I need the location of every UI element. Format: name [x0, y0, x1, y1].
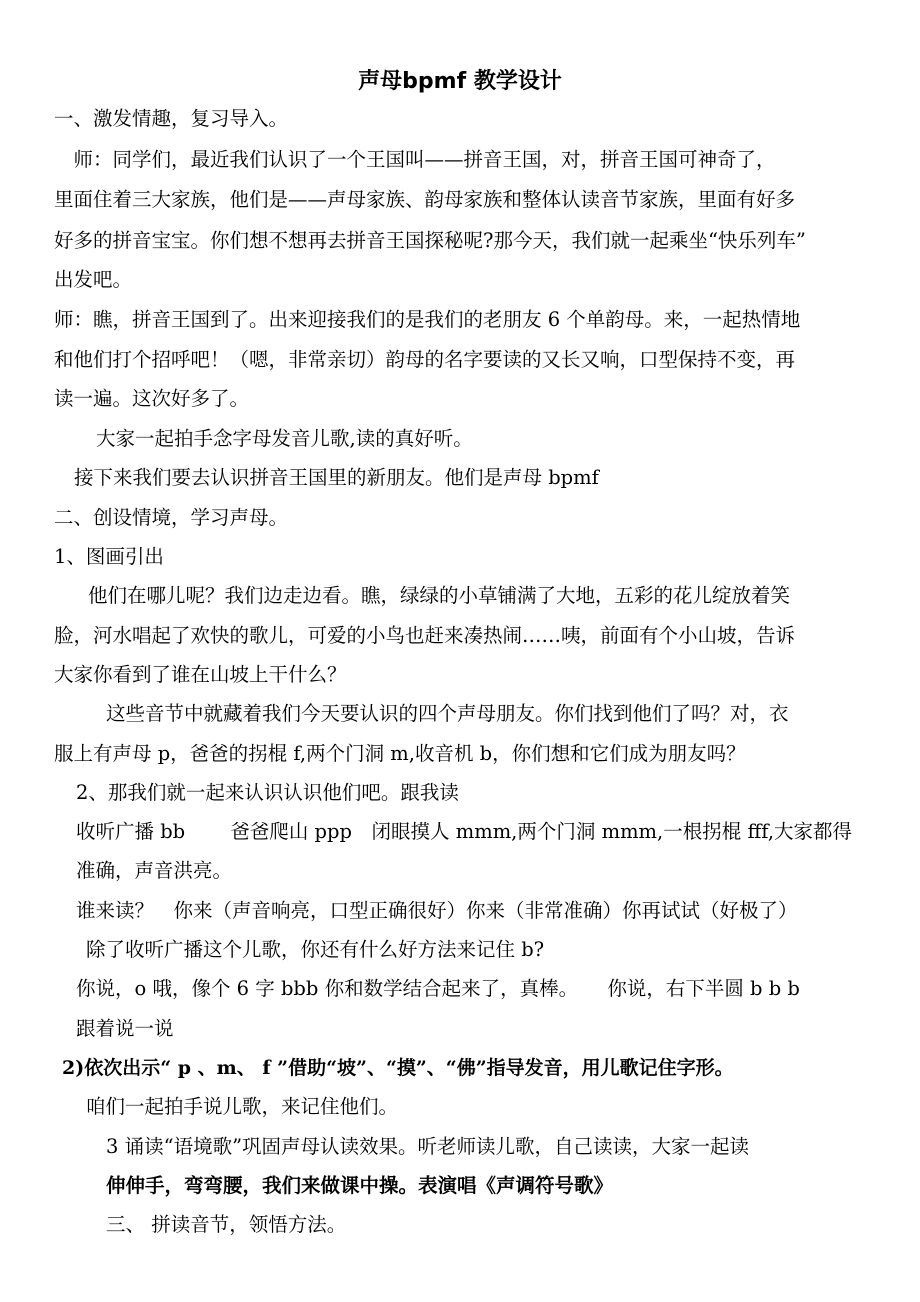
section-heading-1: 一、激发情趣，复习导入。	[54, 107, 289, 130]
bold-activity-line: 伸伸手，弯弯腰，我们来做课中操。表演唱《声调符号歌》	[106, 1174, 614, 1197]
paragraph-line: 这些音节中就藏着我们今天要认识的四个声母朋友。你们找到他们了吗？对，衣	[106, 702, 789, 725]
section-heading-2: 二、创设情境，学习声母。	[54, 506, 289, 529]
paragraph-line: 大家一起拍手念字母发音儿歌,读的真好听。	[96, 427, 473, 450]
paragraph-line: 除了收听广播这个儿歌，你还有什么好方法来记住 b?	[86, 938, 545, 961]
paragraph-line: 准确，声音洪亮。	[76, 859, 233, 882]
paragraph-line: 接下来我们要去认识拼音王国里的新朋友。他们是声母 bpmf	[74, 466, 599, 489]
paragraph-line: 好多的拼音宝宝。你们想不想再去拼音王国探秘呢?那今天，我们就一起乘坐“快乐列车”	[54, 229, 806, 252]
document-title: 声母bpmf 教学设计	[358, 69, 562, 94]
paragraph-line: 出发吧。	[54, 268, 133, 291]
paragraph-line: 他们在哪儿呢？我们边走边看。瞧，绿绿的小草铺满了大地，五彩的花儿绽放着笑	[88, 584, 791, 607]
paragraph-line: 服上有声母 p，爸爸的拐棍 f,两个门洞 m,收音机 b，你们想和它们成为朋友吗？	[54, 742, 746, 765]
paragraph-line: 谁来读？ 你来（声音响亮，口型正确很好）你来（非常准确）你再试试（好极了）	[76, 899, 798, 922]
subsection-heading: 1、图画引出	[54, 545, 164, 568]
paragraph-line: 脸，河水唱起了欢快的歌儿，可爱的小鸟也赶来凑热闹……咦，前面有个小山坡，告诉	[54, 624, 796, 647]
paragraph-line: 大家你看到了谁在山坡上干什么？	[54, 663, 347, 686]
subsection-heading: 2、那我们就一起来认识认识他们吧。跟我读	[76, 781, 459, 804]
paragraph-line: 师：同学们，最近我们认识了一个王国叫——拼音王国，对，拼音王国可神奇了，	[54, 148, 776, 171]
bold-instruction-line: 2)依次出示“ p 、m、 f ”借助“坡”、“摸”、“佛”指导发音，用儿歌记住字形。	[62, 1057, 734, 1079]
paragraph-line: 咱们一起拍手说儿歌，来记住他们。	[86, 1095, 399, 1118]
paragraph-line: 里面住着三大家族，他们是——声母家族、韵母家族和整体认读音节家族，里面有好多	[54, 188, 796, 211]
paragraph-line: 读一遍。这次好多了。	[54, 387, 250, 410]
paragraph-line: 和他们打个招呼吧！（嗯，非常亲切）韵母的名字要读的又长又响，口型保持不变，再	[54, 348, 796, 371]
paragraph-line: 收听广播 bb 爸爸爬山 ppp 闭眼摸人 mmm,两个门洞 mmm,一根拐棍 fff,大家都得	[76, 820, 853, 843]
paragraph-line: 师：瞧，拼音王国到了。出来迎接我们的是我们的老朋友 6 个单韵母。来，一起热情地	[54, 308, 801, 331]
paragraph-line: 跟着说一说	[76, 1017, 174, 1040]
paragraph-line: 3 诵读“语境歌”巩固声母认读效果。听老师读儿歌，自己读读，大家一起读	[106, 1135, 750, 1158]
section-heading-3: 三、 拼读音节，领悟方法。	[106, 1213, 347, 1236]
paragraph-line: 你说，o 哦，像个 6 字 bbb 你和数学结合起来了，真棒。 你说，右下半圆 b b b	[76, 977, 800, 1000]
